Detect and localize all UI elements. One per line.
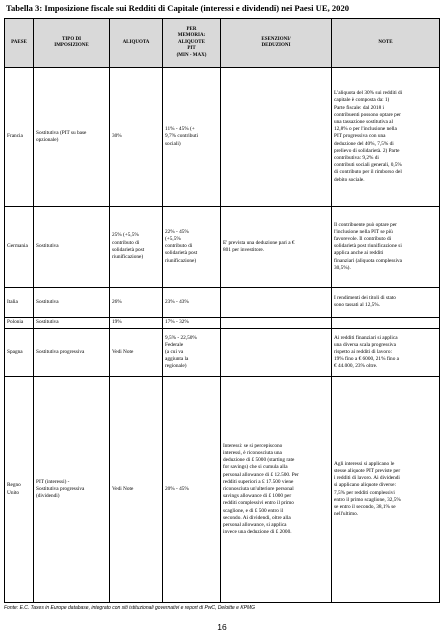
- cell-tipo: Sostitutiva progressiva: [34, 328, 110, 376]
- cell-tipo: PIT (interessi) - Sostitutiva progressiva (dividendi): [34, 377, 110, 603]
- cell-paese: Italia: [5, 287, 34, 317]
- header-paese: PAESE: [5, 19, 34, 68]
- cell-esenzioni: E' prevista una deduzione pari a € 801 per investitore.: [221, 207, 332, 288]
- cell-aliquota: Vedi Note: [110, 328, 163, 376]
- table-row: [5, 377, 440, 603]
- header-esenzioni: ESENZIONI/ DEDUZIONI: [221, 19, 332, 68]
- cell-note: Agli interessi si applicano le stesse aliquote PIT previste per i redditi di lavoro. Ai dividendi si applicano aliquote diverse: 7,5% per redditi complessivi entro il primo scaglione, 32,5% se entro il secondo, 38,1% se nell'ultimo.: [332, 377, 440, 603]
- tax-table: [4, 18, 440, 603]
- cell-memoria: 22% - 45% (+5,5% contributo di solidarietà post riunificazione): [163, 207, 221, 288]
- table-row: [5, 207, 440, 288]
- cell-esenzioni: [221, 317, 332, 328]
- cell-aliquota: 25% (+5,5% contributo di solidarietà post riunificazione): [110, 207, 163, 288]
- cell-note: Il contribuente può optare per l'inclusione nella PIT se più favorevole. Il contributo di solidarietà post riunificazione si applica anche ai redditi finanziari (aliquota complessiva 30,5%).: [332, 207, 440, 288]
- page-title: Tabella 3: Imposizione fiscale sui Redditi di Capitale (interessi e dividendi) nei Paesi UE, 2020: [6, 3, 350, 13]
- cell-memoria: 23% - 43%: [163, 287, 221, 317]
- cell-tipo: Sostitutiva: [34, 317, 110, 328]
- cell-esenzioni: [221, 68, 332, 207]
- cell-esenzioni: [221, 287, 332, 317]
- cell-esenzioni: Interessi: se si percepiscono interessi, è riconosciuta una deduzione di £ 5000 (starting rate for savings) che si cumula alla personal allowance di £ 12.500. Per redditi superiori a £ 17.500 viene riconosciuta un'ulteriore personal savings allowance di £ 1000 per redditi complessivi entro il primo scaglione, e di £ 500 entro il secondo. Ai dividendi, oltre alla personal allowance, si applica invece una deduzione di £ 2000.: [221, 377, 332, 603]
- cell-memoria: 9,5% - 22,50% Federale (a cui va aggiunta la regionale): [163, 328, 221, 376]
- table-row: [5, 287, 440, 317]
- header-aliquota: ALIQUOTA: [110, 19, 163, 68]
- table-row: [5, 328, 440, 376]
- cell-note: I rendimenti dei titoli di stato sono tassati al 12,5%.: [332, 287, 440, 317]
- cell-memoria: 11% - 45% (+ 9,7% contributi sociali): [163, 68, 221, 207]
- cell-paese: Germania: [5, 207, 34, 288]
- page-number: 16: [217, 622, 227, 632]
- header-tipo: TIPO DI IMPOSIZIONE: [34, 19, 110, 68]
- header-memoria: PER MEMORIA: ALIQUOTE PIT (MIN - MAX): [163, 19, 221, 68]
- cell-esenzioni: [221, 328, 332, 376]
- cell-paese: Spagna: [5, 328, 34, 376]
- cell-memoria: 17% - 32%: [163, 317, 221, 328]
- cell-aliquota: 26%: [110, 287, 163, 317]
- cell-memoria: 20% - 45%: [163, 377, 221, 603]
- cell-tipo: Sostitutiva (PIT su base opzionale): [34, 68, 110, 207]
- cell-note: Ai redditi finanziari si applica una diversa scala progressiva rispetto ai redditi di lavoro: 19% fino a € 6000, 21% fino a € 44.000, 23% oltre.: [332, 328, 440, 376]
- header-note: NOTE: [332, 19, 440, 68]
- cell-tipo: Sostitutiva: [34, 287, 110, 317]
- cell-aliquota: Vedi Note: [110, 377, 163, 603]
- cell-note: L'aliquota del 30% sui redditi di capitale è composta da: 1) Parte fiscale: dal 2018 i contribuenti possono optare per una tassazione sostitutiva al 12,8% o per l'inclusione nella PIT progressiva con una deduzione del 40%, 7,5% di prelievo di solidarietà. 2) Parte contributiva: 9,2% di contributi sociali generali, 0,5% di contributo per il rimborso del debito sociale.: [332, 68, 440, 207]
- cell-aliquota: 30%: [110, 68, 163, 207]
- cell-paese: Francia: [5, 68, 34, 207]
- cell-note: [332, 317, 440, 328]
- cell-tipo: Sostitutiva: [34, 207, 110, 288]
- table-row: [5, 68, 440, 207]
- table-row: [5, 317, 440, 328]
- source-footnote: Fonte: E.C. Taxes in Europe database, integrato con siti istituzionali governativi e report di PwC, Deloitte e KPMG: [4, 605, 256, 611]
- cell-paese: Polonia: [5, 317, 34, 328]
- cell-aliquota: 19%: [110, 317, 163, 328]
- cell-paese: Regno Unito: [5, 377, 34, 603]
- table-header-row: [5, 19, 440, 68]
